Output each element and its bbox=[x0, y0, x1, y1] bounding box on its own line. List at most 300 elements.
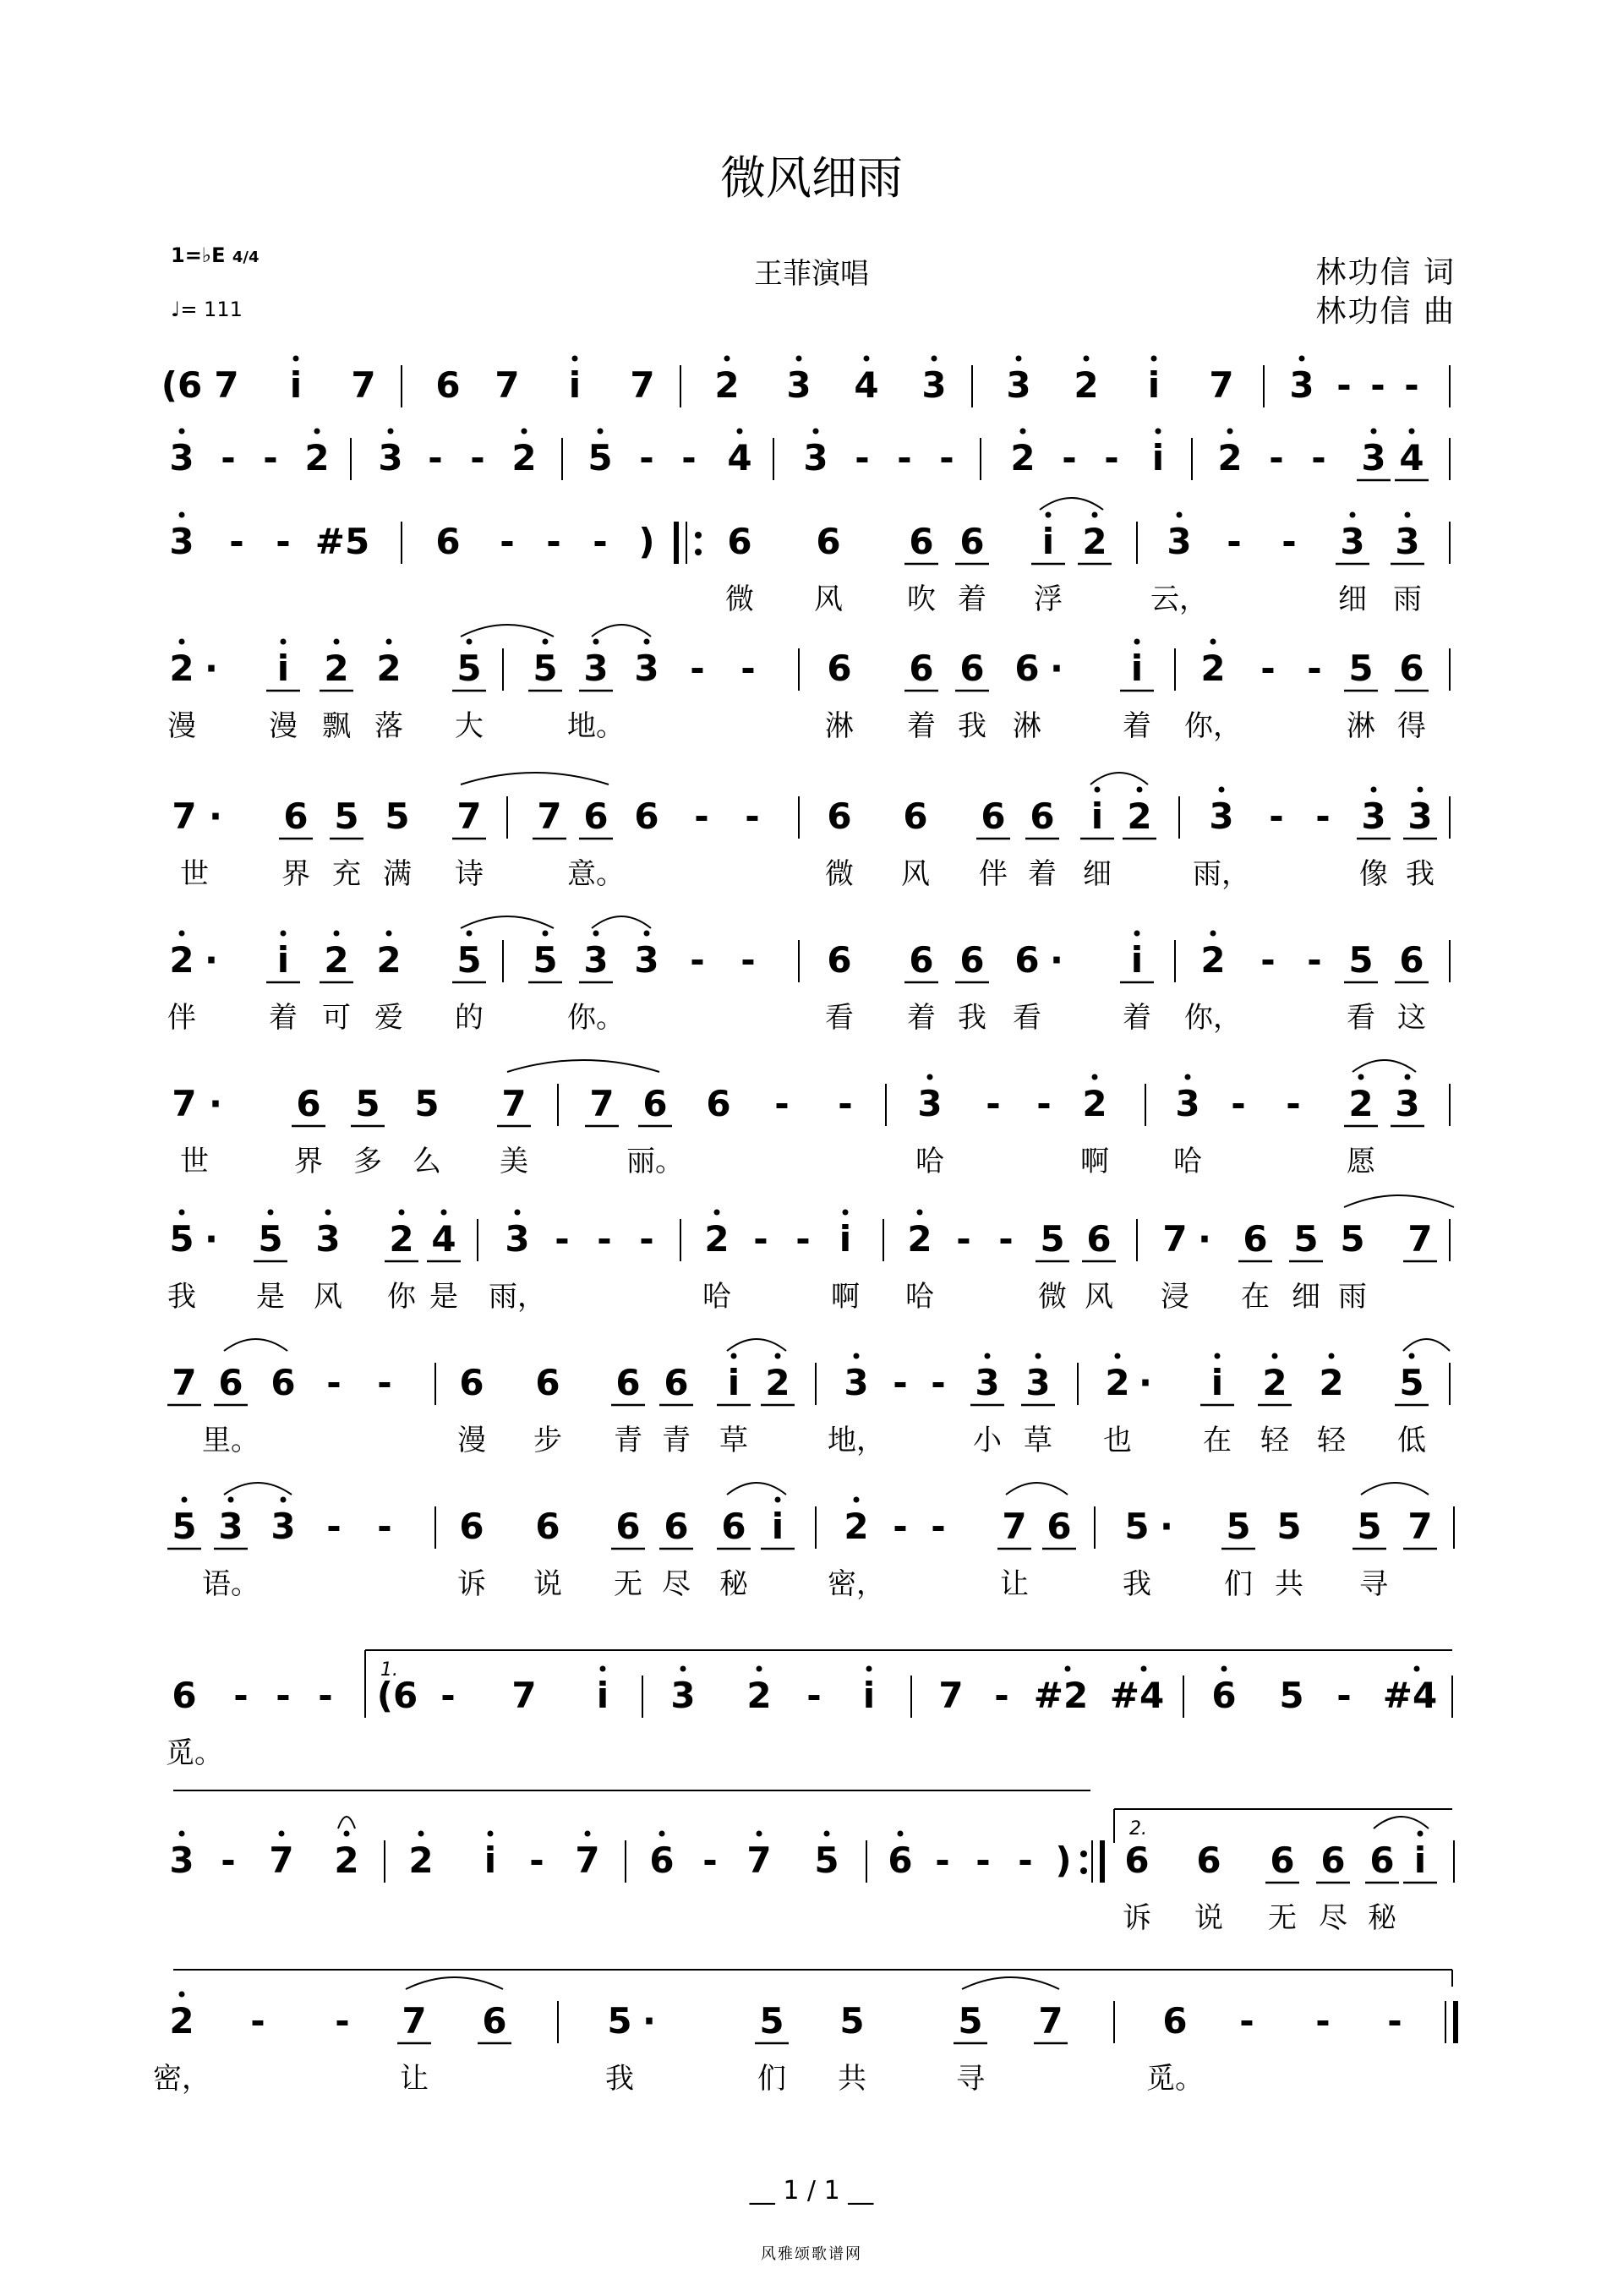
note: 5 bbox=[172, 1506, 197, 1547]
note: 6 bbox=[1014, 648, 1040, 689]
dash-extension: - bbox=[555, 1218, 570, 1260]
note: 5 bbox=[456, 939, 482, 981]
octave-dot-high bbox=[1371, 429, 1377, 435]
note: 3 bbox=[583, 648, 609, 689]
octave-dot-high bbox=[1227, 429, 1233, 435]
tie-slur bbox=[406, 1977, 503, 1989]
note: 2 bbox=[1319, 1362, 1344, 1403]
lyric-syllable: 淋 bbox=[1013, 709, 1041, 743]
lyric-syllable: 让 bbox=[400, 2062, 429, 2096]
octave-dot-high bbox=[314, 429, 320, 435]
tempo-marking: ♩= 111 bbox=[171, 298, 243, 321]
time-signature: 4/4 bbox=[232, 249, 260, 266]
note: 3 bbox=[169, 1840, 194, 1881]
octave-dot-high bbox=[737, 429, 743, 435]
note: · bbox=[642, 2000, 656, 2042]
octave-dot-high bbox=[522, 429, 527, 435]
octave-dot-high bbox=[1299, 356, 1305, 362]
note: 5 bbox=[814, 1840, 839, 1881]
dash-extension: - bbox=[326, 1506, 342, 1547]
tie-slur bbox=[962, 1977, 1059, 1989]
singer-credit: 王菲演唱 bbox=[754, 257, 869, 291]
lyric-syllable: 觅。 bbox=[166, 1736, 223, 1770]
note: 5 bbox=[169, 1218, 194, 1260]
note: ) bbox=[638, 521, 655, 562]
lyric-syllable: 是 bbox=[256, 1280, 285, 1314]
lyricist-credit: 林功信 词 bbox=[1315, 255, 1456, 290]
note: 6 bbox=[903, 795, 928, 837]
tie-slur bbox=[1403, 1339, 1450, 1351]
lyric-syllable: 愿 bbox=[1347, 1145, 1375, 1178]
tie-slur bbox=[1352, 1060, 1416, 1072]
note: 7 bbox=[1002, 1506, 1027, 1547]
lyric-syllable: 啊 bbox=[1080, 1145, 1109, 1178]
tie-slur bbox=[1361, 1483, 1429, 1495]
tie-slur bbox=[1006, 1483, 1068, 1495]
note: · bbox=[205, 648, 218, 689]
lyric-syllable: 看 bbox=[825, 1001, 854, 1035]
lyric-syllable: 吹 bbox=[907, 582, 936, 616]
note: 5 bbox=[334, 795, 359, 837]
note: 6 bbox=[1014, 939, 1040, 981]
lyric-syllable: 漫 bbox=[457, 1424, 486, 1457]
lyric-syllable: 尽 bbox=[1319, 1901, 1347, 1935]
lyric-syllable: 寻 bbox=[1359, 1567, 1388, 1601]
octave-dot-high bbox=[1016, 356, 1022, 362]
lyric-syllable: 我 bbox=[1406, 857, 1434, 891]
note: 2 bbox=[1105, 1362, 1130, 1403]
lyric-syllable: 着 bbox=[907, 709, 936, 743]
note: i bbox=[771, 1506, 784, 1547]
octave-dot-high bbox=[1134, 639, 1140, 645]
lyric-syllable: 青 bbox=[614, 1424, 642, 1457]
dash-extension: - bbox=[500, 521, 515, 562]
lyric-syllable: 雨 bbox=[1393, 582, 1422, 616]
octave-dot-high bbox=[1210, 931, 1216, 937]
dash-extension: - bbox=[1315, 2000, 1331, 2042]
octave-dot-high bbox=[775, 1497, 781, 1503]
octave-dot-high bbox=[179, 639, 185, 645]
tie-slur bbox=[507, 1060, 659, 1072]
note: 7 bbox=[630, 364, 655, 406]
note: 3 bbox=[1025, 1362, 1051, 1403]
octave-dot-high bbox=[1092, 1074, 1098, 1080]
note: i bbox=[289, 364, 303, 406]
note: 6 bbox=[888, 1840, 913, 1881]
octave-dot-high bbox=[917, 1210, 923, 1216]
note: 6 bbox=[1369, 1840, 1395, 1881]
lyric-syllable: 轻 bbox=[1260, 1424, 1289, 1457]
octave-dot-high bbox=[334, 931, 340, 937]
lyric-syllable: 无 bbox=[614, 1567, 642, 1601]
lyric-syllable: 说 bbox=[1194, 1901, 1223, 1935]
octave-dot-high bbox=[1137, 787, 1143, 793]
dash-extension: - bbox=[221, 437, 236, 478]
lyric-syllable: 草 bbox=[719, 1424, 748, 1457]
note: 6 bbox=[535, 1362, 560, 1403]
dash-extension: - bbox=[745, 795, 760, 837]
note: 3 bbox=[315, 1218, 341, 1260]
lyric-syllable: 伴 bbox=[167, 1001, 196, 1035]
note: i bbox=[596, 1675, 609, 1716]
lyric-syllable: 这 bbox=[1397, 1001, 1426, 1035]
octave-dot-high bbox=[179, 512, 185, 518]
note: 6 bbox=[909, 648, 934, 689]
note: 6 bbox=[827, 648, 852, 689]
note: i bbox=[862, 1675, 876, 1716]
note: 7 bbox=[172, 1083, 197, 1124]
note: 5 bbox=[1226, 1506, 1251, 1547]
note: 7 bbox=[1407, 1506, 1433, 1547]
dash-extension: - bbox=[1269, 437, 1284, 478]
dash-extension: - bbox=[681, 437, 697, 478]
note: 5 bbox=[958, 2000, 983, 2042]
lyric-syllable: 浮 bbox=[1034, 582, 1063, 616]
note: 7 bbox=[1209, 364, 1234, 406]
note: 3 bbox=[844, 1362, 869, 1403]
octave-dot-high bbox=[757, 1831, 762, 1837]
octave-dot-high bbox=[386, 931, 392, 937]
lyric-syllable: 细 bbox=[1083, 857, 1112, 891]
octave-dot-high bbox=[927, 1074, 933, 1080]
note: 6 bbox=[583, 795, 609, 837]
dash-extension: - bbox=[639, 1218, 654, 1260]
note: 5 bbox=[839, 2000, 865, 2042]
tie-slur bbox=[1374, 1817, 1429, 1829]
note: #4 bbox=[1382, 1675, 1438, 1716]
dash-extension: - bbox=[1231, 1083, 1246, 1124]
lyric-syllable: 共 bbox=[838, 2062, 866, 2096]
dash-extension: - bbox=[1315, 795, 1331, 837]
note: 6 bbox=[816, 521, 841, 562]
octave-dot-high bbox=[386, 639, 392, 645]
note: 3 bbox=[975, 1362, 1000, 1403]
octave-dot-high bbox=[1210, 639, 1216, 645]
dash-extension: - bbox=[986, 1083, 1001, 1124]
note: 7 bbox=[1407, 1218, 1433, 1260]
key-text: 1=♭E bbox=[171, 243, 226, 267]
lyric-syllable: 浸 bbox=[1161, 1280, 1189, 1314]
note: 3 bbox=[1175, 1083, 1200, 1124]
lyric-syllable: 诗 bbox=[455, 857, 484, 891]
octave-dot-high bbox=[1115, 1353, 1121, 1359]
lyric-syllable: 哈 bbox=[702, 1280, 731, 1314]
dash-extension: - bbox=[377, 1506, 392, 1547]
note: 7 bbox=[214, 364, 239, 406]
dash-extension: - bbox=[428, 437, 443, 478]
note: 2 bbox=[1348, 1083, 1374, 1124]
note: 7 bbox=[269, 1840, 294, 1881]
lyric-syllable: 哈 bbox=[905, 1280, 934, 1314]
lyric-syllable: 共 bbox=[1275, 1567, 1303, 1601]
note: 7 bbox=[938, 1675, 964, 1716]
lyric-syllable: 得 bbox=[1397, 709, 1426, 743]
lyric-syllable: 哈 bbox=[915, 1145, 944, 1178]
octave-dot-high bbox=[418, 1831, 424, 1837]
note: 7 bbox=[501, 1083, 527, 1124]
octave-dot-high bbox=[179, 429, 185, 435]
tie-slur bbox=[461, 625, 554, 637]
note: 5 bbox=[607, 2000, 632, 2042]
lyric-syllable: 看 bbox=[1347, 1001, 1375, 1035]
note: i bbox=[484, 1840, 497, 1881]
octave-dot-high bbox=[182, 1497, 188, 1503]
lyric-syllable: 低 bbox=[1397, 1424, 1426, 1457]
tie-slur bbox=[338, 1817, 355, 1829]
lyric-syllable: 寻 bbox=[956, 2062, 985, 2096]
lyric-syllable: 微 bbox=[725, 582, 754, 616]
dash-extension: - bbox=[935, 1840, 950, 1881]
note: 7 bbox=[1038, 2000, 1063, 2042]
note: 5 bbox=[587, 437, 613, 478]
octave-dot-high bbox=[866, 1666, 872, 1672]
octave-dot-high bbox=[1418, 787, 1424, 793]
note: #2 bbox=[1033, 1675, 1089, 1716]
note: 2 bbox=[1082, 521, 1107, 562]
note: 3 bbox=[169, 521, 194, 562]
note: 7 bbox=[456, 795, 482, 837]
octave-dot-high bbox=[268, 1210, 274, 1216]
octave-dot-high bbox=[1329, 1353, 1335, 1359]
lyric-syllable: 你。 bbox=[567, 1001, 625, 1035]
note: 7 bbox=[402, 2000, 427, 2042]
note: 7 bbox=[575, 1840, 600, 1881]
note: 3 bbox=[169, 437, 194, 478]
octave-dot-high bbox=[775, 1353, 781, 1359]
lyric-syllable: 漫 bbox=[167, 709, 196, 743]
octave-dot-high bbox=[1350, 512, 1356, 518]
page-number: __ 1 / 1 __ bbox=[749, 2176, 874, 2206]
octave-dot-high bbox=[854, 1353, 860, 1359]
lyric-syllable: 充 bbox=[332, 857, 361, 891]
note: 5 bbox=[1348, 648, 1374, 689]
note: 2 bbox=[704, 1218, 730, 1260]
note: 3 bbox=[786, 364, 812, 406]
octave-dot-high bbox=[864, 356, 870, 362]
octave-dot-high bbox=[179, 1210, 185, 1216]
note: 5 bbox=[1276, 1506, 1302, 1547]
repeat-dot bbox=[1080, 1850, 1087, 1857]
lyric-syllable: 无 bbox=[1268, 1901, 1297, 1935]
lyric-syllable: 着 bbox=[1123, 709, 1151, 743]
lyric-syllable: 淋 bbox=[825, 709, 854, 743]
note: 2 bbox=[714, 364, 740, 406]
lyric-syllable: 我 bbox=[605, 2062, 634, 2096]
note: 6 bbox=[535, 1506, 560, 1547]
lyric-syllable: 意。 bbox=[567, 857, 625, 891]
dash-extension: - bbox=[1370, 364, 1385, 406]
dash-extension: - bbox=[690, 939, 705, 981]
octave-dot-high bbox=[598, 429, 604, 435]
dash-extension: - bbox=[1239, 2000, 1254, 2042]
octave-dot-high bbox=[1177, 512, 1183, 518]
note: i bbox=[1130, 648, 1144, 689]
note: #5 bbox=[314, 521, 370, 562]
octave-dot-high bbox=[179, 1831, 185, 1837]
note: 6 bbox=[1162, 2000, 1188, 2042]
note: 6 bbox=[1196, 1840, 1221, 1881]
lyric-syllable: 在 bbox=[1203, 1424, 1232, 1457]
note: 3 bbox=[917, 1083, 943, 1124]
dash-extension: - bbox=[318, 1675, 333, 1716]
note: i bbox=[1041, 521, 1055, 562]
dash-extension: - bbox=[1018, 1840, 1033, 1881]
composer-credit: 林功信 曲 bbox=[1315, 294, 1456, 329]
dash-extension: - bbox=[276, 521, 291, 562]
note: 6 bbox=[909, 939, 934, 981]
note: 2 bbox=[765, 1362, 790, 1403]
dash-extension: - bbox=[774, 1083, 790, 1124]
octave-dot-high bbox=[179, 931, 185, 937]
lyric-syllable: 着 bbox=[1028, 857, 1057, 891]
lyric-syllable: 啊 bbox=[831, 1280, 860, 1314]
note: 2 bbox=[408, 1840, 434, 1881]
note: 3 bbox=[1289, 364, 1314, 406]
note: ) bbox=[1055, 1840, 1072, 1881]
octave-dot-high bbox=[344, 1831, 350, 1837]
dash-extension: - bbox=[893, 1362, 908, 1403]
lyric-syllable: 哈 bbox=[1173, 1145, 1202, 1178]
note: 5 bbox=[1357, 1506, 1382, 1547]
note: 6 bbox=[1124, 1840, 1150, 1881]
note: 4 bbox=[431, 1218, 456, 1260]
lyric-syllable: 着 bbox=[1123, 1001, 1151, 1035]
note: · bbox=[209, 1083, 222, 1124]
lyric-syllable: 看 bbox=[1013, 1001, 1041, 1035]
note: 2 bbox=[1200, 939, 1226, 981]
dash-extension: - bbox=[694, 795, 709, 837]
octave-dot-high bbox=[644, 639, 650, 645]
volta-label: 2. bbox=[1129, 1818, 1147, 1840]
lyric-syllable: 说 bbox=[533, 1567, 562, 1601]
lyric-syllable: 大 bbox=[455, 709, 484, 743]
note: · bbox=[1198, 1218, 1211, 1260]
note: 5 bbox=[1040, 1218, 1065, 1260]
tie-slur bbox=[224, 1483, 292, 1495]
note: 6 bbox=[1243, 1218, 1268, 1260]
dash-extension: - bbox=[740, 939, 756, 981]
note: 6 bbox=[959, 939, 985, 981]
octave-dot-high bbox=[293, 356, 299, 362]
lyric-syllable: 尽 bbox=[662, 1567, 691, 1601]
dash-extension: - bbox=[1281, 521, 1297, 562]
note: 2 bbox=[169, 2000, 194, 2042]
note: 6 bbox=[218, 1362, 243, 1403]
lyric-syllable: 世 bbox=[180, 1145, 209, 1178]
lyric-syllable: 在 bbox=[1241, 1280, 1270, 1314]
song-title: 微风细雨 bbox=[720, 151, 903, 205]
octave-dot-high bbox=[1151, 356, 1157, 362]
note: 7 bbox=[746, 1840, 772, 1881]
lyric-syllable: 诉 bbox=[1123, 1901, 1151, 1935]
octave-dot-high bbox=[843, 1210, 849, 1216]
lyric-syllable: 里。 bbox=[202, 1424, 260, 1457]
octave-dot-high bbox=[724, 356, 730, 362]
lyric-syllable: 们 bbox=[757, 2062, 786, 2096]
note: 6 bbox=[1399, 648, 1424, 689]
octave-dot-high bbox=[1020, 429, 1026, 435]
dash-extension: - bbox=[753, 1218, 768, 1260]
note: 3 bbox=[1167, 521, 1192, 562]
lyric-syllable: 是 bbox=[429, 1280, 458, 1314]
note: 5 bbox=[533, 648, 558, 689]
note: i bbox=[1151, 437, 1165, 478]
note: 2 bbox=[746, 1675, 772, 1716]
note: i bbox=[1090, 795, 1104, 837]
note: 7 bbox=[511, 1675, 537, 1716]
note: 3 bbox=[1395, 1083, 1420, 1124]
note: 4 bbox=[1399, 437, 1424, 478]
lyric-syllable: 的 bbox=[455, 1001, 484, 1035]
note: 5 bbox=[1348, 939, 1374, 981]
lyric-syllable: 么 bbox=[413, 1145, 441, 1178]
note: 6 bbox=[1030, 795, 1055, 837]
note: i bbox=[727, 1362, 740, 1403]
note: 3 bbox=[583, 939, 609, 981]
dash-extension: - bbox=[597, 1218, 612, 1260]
octave-dot-high bbox=[399, 1210, 405, 1216]
octave-dot-high bbox=[572, 356, 578, 362]
note: 2 bbox=[1262, 1362, 1287, 1403]
lyric-syllable: 爱 bbox=[374, 1001, 403, 1035]
lyric-syllable: 青 bbox=[662, 1424, 691, 1457]
dash-extension: - bbox=[998, 1218, 1014, 1260]
dash-extension: - bbox=[1307, 939, 1322, 981]
note: 7 bbox=[1162, 1218, 1188, 1260]
note: 6 bbox=[172, 1675, 197, 1716]
dash-extension: - bbox=[855, 437, 870, 478]
octave-dot-high bbox=[1084, 356, 1090, 362]
lyric-syllable: 界 bbox=[294, 1145, 323, 1178]
note: 3 bbox=[803, 437, 828, 478]
repeat-dot bbox=[695, 532, 702, 538]
octave-dot-high bbox=[644, 931, 650, 937]
note: · bbox=[1139, 1362, 1152, 1403]
note: 3 bbox=[670, 1675, 696, 1716]
lyric-syllable: 秘 bbox=[1368, 1901, 1396, 1935]
note: 3 bbox=[1407, 795, 1433, 837]
note: 6 bbox=[959, 648, 985, 689]
note: 2 bbox=[511, 437, 537, 478]
note: 5 bbox=[1279, 1675, 1304, 1716]
note: 6 bbox=[435, 364, 461, 406]
lyric-syllable: 多 bbox=[353, 1145, 382, 1178]
octave-dot-high bbox=[985, 1353, 991, 1359]
octave-dot-high bbox=[179, 1992, 185, 1998]
lyric-syllable: 密， bbox=[828, 1567, 885, 1601]
octave-dot-high bbox=[1156, 429, 1161, 435]
note: 6 bbox=[615, 1362, 641, 1403]
octave-dot-high bbox=[1358, 1074, 1364, 1080]
note: 6 bbox=[459, 1506, 484, 1547]
octave-dot-high bbox=[441, 1210, 447, 1216]
octave-dot-high bbox=[1141, 1666, 1147, 1672]
note: 3 bbox=[921, 364, 947, 406]
lyric-syllable: 我 bbox=[958, 709, 986, 743]
lyric-syllable: 细 bbox=[1338, 582, 1367, 616]
lyric-syllable: 漫 bbox=[269, 709, 298, 743]
tie-slur bbox=[224, 1339, 287, 1351]
lyric-syllable: 美 bbox=[500, 1145, 528, 1178]
tie-slur bbox=[727, 1483, 786, 1495]
tie-slur bbox=[461, 773, 609, 784]
lyric-syllable: 着 bbox=[907, 1001, 936, 1035]
octave-dot-high bbox=[325, 1210, 331, 1216]
note: 3 bbox=[1209, 795, 1234, 837]
octave-dot-high bbox=[1409, 429, 1415, 435]
note: 3 bbox=[1361, 437, 1386, 478]
dash-extension: - bbox=[546, 521, 561, 562]
